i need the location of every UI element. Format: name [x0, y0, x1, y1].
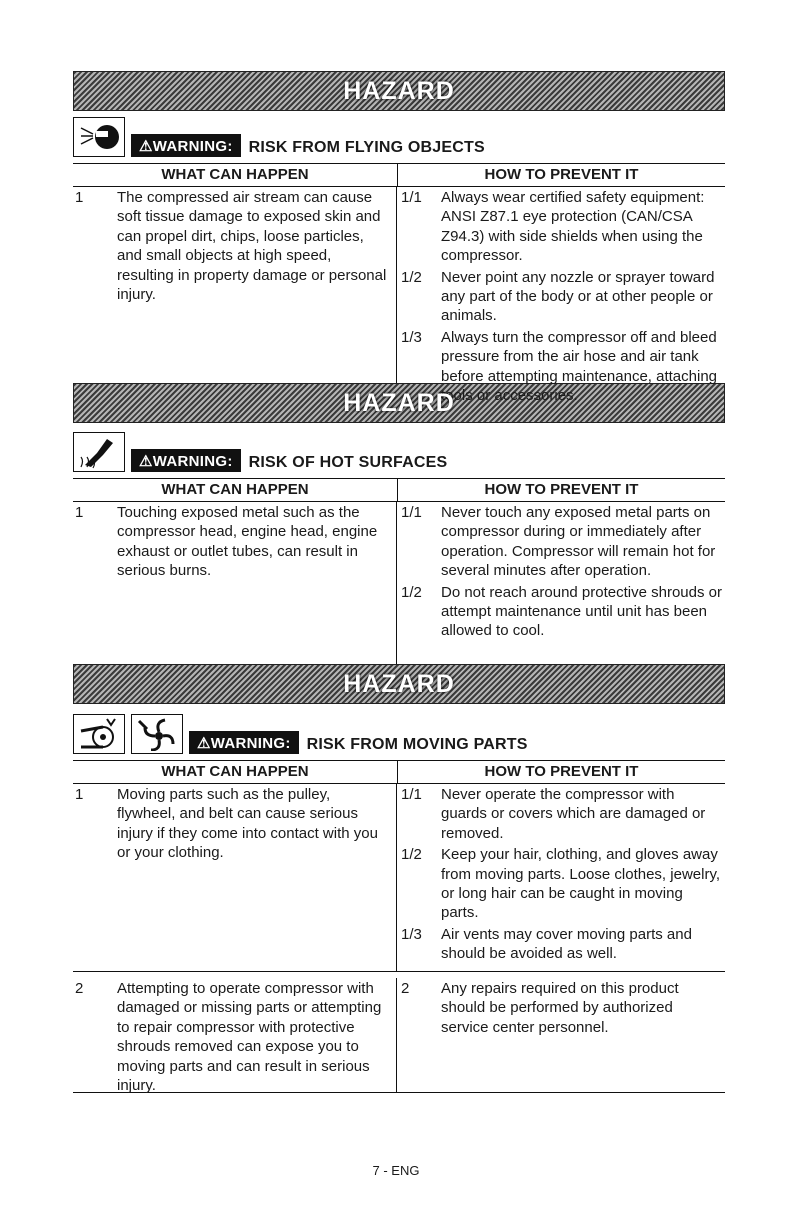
warning-title: RISK FROM MOVING PARTS: [306, 736, 528, 753]
col-what-can-happen: WHAT CAN HAPPEN: [73, 761, 398, 783]
row-number: 1: [75, 786, 84, 803]
page-number: 7 - ENG: [372, 1163, 420, 1178]
hazard-section-flying-objects: [73, 71, 725, 405]
eye-protection-icon: [73, 117, 125, 157]
hazard-banner: HAZARD: [73, 664, 725, 704]
table-header: [73, 164, 725, 187]
hazard-banner: HAZARD: [73, 383, 725, 423]
belt-pulley-icon: [73, 714, 125, 754]
what-text: Moving parts such as the pulley, flywheel, and belt can cause serious injury if they come into contact with you or your clothing.: [117, 786, 378, 862]
hazard-section-hot-surfaces: [73, 383, 725, 664]
warning-title: RISK FROM FLYING OBJECTS: [248, 139, 485, 156]
col-how-to-prevent: HOW TO PREVENT IT: [484, 763, 639, 780]
row-number: 2: [75, 980, 84, 997]
table-row: [73, 784, 725, 971]
prevent-item: 1/2 Keep your hair, clothing, and gloves away from moving parts. Loose clothes, jewelry, or long hair can be caught in moving parts.: [401, 846, 721, 922]
prevent-item: 1/2 Never point any nozzle or sprayer toward any part of the body or at other people or animals.: [401, 268, 715, 325]
row-number: 1: [75, 504, 84, 521]
hot-surface-icon: [73, 432, 125, 472]
fan-icon: [131, 714, 183, 754]
hazard-banner: HAZARD: [73, 71, 725, 111]
warning-label: ⚠WARNING:: [189, 731, 299, 754]
safety-page: [73, 71, 725, 1093]
warning-label: ⚠WARNING:: [131, 134, 241, 157]
prevent-item: 1/3 Always turn the compressor off and bleed pressure from the air hose and air tank before attempting maintenance, attaching tools or accessories.: [401, 328, 718, 405]
warning-row: [73, 111, 725, 164]
prevent-item: 1/3 Air vents may cover moving parts and should be avoided as well.: [401, 925, 692, 963]
prevent-item: 1/1 Never touch any exposed metal parts on compressor during or immediately after operation. Compressor will remain hot for several minutes after operation.: [401, 504, 716, 580]
what-text: Touching exposed metal such as the compressor head, engine head, engine exhaust or outlet tubes, can result in serious burns.: [117, 504, 378, 580]
col-how-to-prevent: HOW TO PREVENT IT: [484, 166, 639, 183]
prevent-item: 1/2 Do not reach around protective shrouds or attempt maintenance until unit has been allowed to cool.: [401, 583, 722, 640]
table-row: [73, 502, 725, 664]
col-what-can-happen: WHAT CAN HAPPEN: [73, 164, 398, 186]
col-what-can-happen: WHAT CAN HAPPEN: [73, 479, 398, 501]
what-text: The compressed air stream can cause soft tissue damage to exposed skin and can propel dirt, chips, loose particles, and small objects at high speed, resulting in property damage or personal injury.: [117, 189, 387, 304]
prevent-item: 2 Any repairs required on this product should be performed by authorized service center personnel.: [401, 980, 679, 1036]
prevent-item: 1/1 Never operate the compressor with guards or covers which are damaged or removed.: [401, 786, 706, 842]
hazard-section-moving-parts: [73, 664, 725, 1093]
warning-row: [73, 423, 725, 479]
table-header: [73, 479, 725, 502]
prevent-item: 1/1 Always wear certified safety equipment: ANSI Z87.1 eye protection (CAN/CSA Z94.3) with side shields when using the compressor.: [401, 189, 705, 265]
table-row: [73, 971, 725, 1093]
warning-row: [73, 704, 725, 761]
warning-label: ⚠WARNING:: [131, 449, 241, 472]
what-text: Attempting to operate compressor with damaged or missing parts or attempting to repair compressor with protective shrouds removed can expose you to moving parts and can result in serious injury.: [117, 980, 382, 1095]
warning-title: RISK OF HOT SURFACES: [248, 454, 448, 471]
table-header: [73, 761, 725, 784]
row-number: 1: [75, 189, 84, 206]
col-how-to-prevent: HOW TO PREVENT IT: [484, 481, 639, 498]
